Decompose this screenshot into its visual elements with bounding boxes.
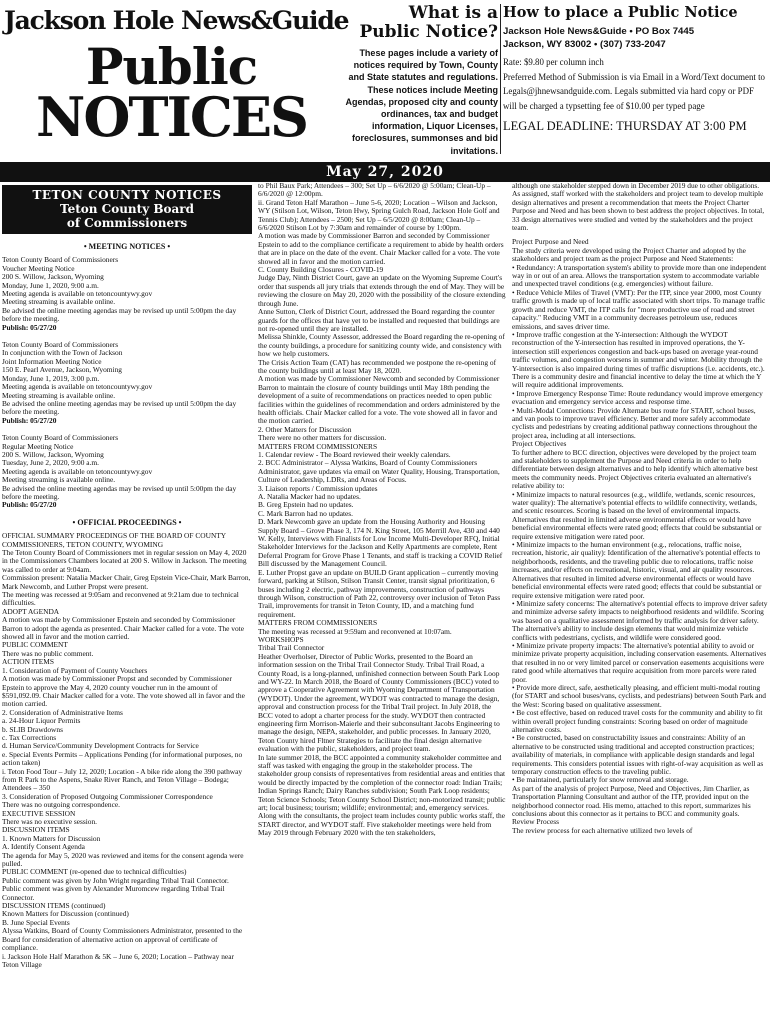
- notice-line: 150 E. Pearl Avenue, Jackson, Wyoming: [2, 365, 122, 375]
- paragraph: c. Tax Corrections: [2, 732, 57, 742]
- paragraph: Known Matters for Discussion (continued): [2, 909, 129, 919]
- notice-line: Meeting agenda is available on tetoncountywy.gov: [2, 289, 153, 299]
- meeting-notices-heading: • MEETING NOTICES •: [83, 242, 171, 251]
- meeting-notice: [2, 434, 252, 510]
- paragraph: • Be cost effective, based on reduced travel costs for the community and ability to fit within overall project funding constraints: Scoring based on order of magnitude alternative costs.: [512, 708, 763, 734]
- paragraph: C. County Building Closures - COVID-19: [258, 265, 384, 275]
- paragraph: 1. Calendar review - The Board reviewed their weekly calendars.: [258, 450, 451, 459]
- notice-line: Joint Information Meeting Notice: [2, 356, 102, 366]
- paragraph: EXECUTIVE SESSION: [2, 808, 76, 818]
- paragraph: E. Luther Propst gave an update on BUILD Grant application – currently moving forward, parking at Stilson, Stilson Transit Center, transit signal prioritization, 6 buses including 2 electric, pathway improvements, construction of pathways through Wilson, construction of Path 22, controversy over inclusion of Teton Pass Trail, improvements for transit in Teton County, ID, and a matching fund requirement.: [258, 567, 501, 619]
- legal-deadline: LEGAL DEADLINE: THURSDAY AT 3:00 PM: [503, 119, 747, 133]
- notice-line: Meeting agenda is available on tetoncountywy.gov: [2, 466, 153, 476]
- notice-line: Tuesday, June 2, 2020, 9:00 a.m.: [2, 458, 99, 468]
- meeting-notice: [2, 341, 252, 425]
- paragraph: C. Mark Barron had no updates.: [258, 508, 354, 518]
- paragraph: ACTION ITEMS: [2, 657, 54, 667]
- notice-line: Publish: 05/27/20: [2, 415, 57, 425]
- paragraph: ii. Grand Teton Half Marathon – June 5-6, 2020; Location – Wilson and Jackson, WY (Stilson Lot, Wilson, Teton Hwy, Spring Gulch Road, Jackson Hole Golf and Tennis Club); Attendees – 2500; Set Up – 6/5/2020 @ 8:00am; Clean-Up – 6/6/2020 Stilson Lot by 7:30am and remainder of course by 1:00pm.: [258, 197, 500, 233]
- paragraph: Project Objectives: [512, 439, 567, 449]
- paragraph: • Minimize impacts to the human environment (e.g., relocations, traffic noise, recreation, historic, air quality): Identification of the alternative's potential effects to neighborhoods, residents, and the traveling public due to relocations, traffic noise increases, and/or effects on recreational, historic, visual, and air quality resources. Alternatives that resulted in limited adverse environmental effects or would have beneficial environmental effects were rated good; effects that could be substantial or require extensive mitigation were rated poor.: [512, 540, 762, 600]
- what-is-public-notice-body: These pages include a variety of notices required by Town, County and State statutes and regulations. These notices include Meeting Agendas, proposed city and county ordinances, tax and budget information, Liquor Licenses, foreclosures, summonses and bid invitations.: [345, 48, 498, 156]
- paragraph: B. June Special Events: [2, 917, 70, 927]
- what-is-public-notice-box: [343, 4, 498, 157]
- paragraph: i. Teton Food Tour – July 12, 2020; Location - A bike ride along the 390 pathway from R Park to the Aspens, Snake River Ranch, and Teton Village – Bodega; Attendees – 350: [2, 766, 243, 793]
- paragraph: The meeting was recessed at 9:05am and reconvened at 9:21am due to technical difficulties.: [2, 590, 239, 608]
- notice-line: Meeting agenda is available on tetoncountywy.gov: [2, 382, 153, 392]
- paragraph: 1. Known Matters for Discussion: [2, 833, 101, 843]
- column-2: [258, 182, 506, 1021]
- paragraph: In late summer 2018, the BCC appointed a community stakeholder committee and staff was tasked with engaging the group in the stakeholder process. The stakeholder group consists of representatives from residential areas and entities that would be directly impacted by the completion of the connector road: Indian Trails; Indian Springs Ranch; Dairy Ranches subdivision; South Park Loop residents; Teton Science Schools; Teton County School District; non-motorized transit; public art; local business; tourism; wildlife; environmental; and, emergency services. Along with the consultants, the project team includes county public works staff, the START director, and WYDOT staff. Five stakeholder meetings were held from May 2019 through February 2020 with the ten stakeholders,: [258, 752, 506, 838]
- notice-line: Meeting streaming is available online.: [2, 297, 116, 307]
- issue-date-bar: May 27, 2020: [0, 162, 770, 182]
- paragraph: Public comment was given by Alexander Muromcew regarding Tribal Trail Connector.: [2, 884, 225, 902]
- notice-line: Be advised the online meeting agendas may be revised up until 5:00pm the day before the meeting.: [2, 305, 237, 324]
- how-to-place-notice-title: How to place a Public Notice: [503, 4, 738, 21]
- brand-block: [4, 6, 349, 149]
- paragraph: A motion was made by Commissioner Epstein and seconded by Commissioner Barron to adopt the agenda as presented. Chair Macker called for a vote. The vote showed all in favor and the motion carried.: [2, 615, 245, 642]
- paragraph: Project Purpose and Need: [512, 237, 589, 247]
- submission-method-text: Preferred Method of Submission is via Email in a Word/Text document to Legals@jhnewsandguide.com. Legals submitted via hard copy or PDF will be charged a typsetting fee of $10.00 per typed page: [503, 71, 765, 111]
- notice-line: Monday, June 1, 2020, 9:00 a.m.: [2, 280, 99, 290]
- paragraph: • Multi-Modal Connections: Provide Alternate bus route for START, school buses, and van pools to improve travel efficiency. Better and more safely accommodate cyclists and pedestrians by creating additional pathway connections throughout the project area, including at all intersections.: [512, 405, 758, 440]
- column-3: [512, 182, 768, 1021]
- paragraph: The review process for each alternative utilized two levels of: [512, 825, 693, 835]
- paragraph: MATTERS FROM COMMISSIONERS: [258, 618, 378, 628]
- paragraph: Judge Day, Ninth District Court, gave an update on the Wyoming Supreme Court's order that suspends all jury trials that extends through the end of May. They will be reviewing the closure on May 20, 2020 with the possibility of the closure extending through June.: [258, 273, 506, 308]
- paragraph: A motion was made by Commissioner Barron and seconded by Commissioner Epstein to add to the compliance certificate a requirement to abide by health orders that are in place on the date of the event. Chair Macker called for a vote. The vote showed all in favor and the motion carried.: [258, 231, 504, 266]
- masthead: [0, 0, 770, 158]
- notice-line: Meeting streaming is available online.: [2, 390, 116, 400]
- masthead-divider: [500, 4, 501, 154]
- paragraph: e. Special Events Permits – Applications Pending (for informational purposes, no action taken): [2, 749, 243, 768]
- board-subtitle-line2: of Commissioners: [66, 216, 188, 230]
- paragraph: The agenda for May 5, 2020 was reviewed and items for the consent agenda were pulled.: [2, 850, 244, 869]
- notice-line: Be advised the online meeting agendas may be revised up until 5:00pm the day before the meeting.: [2, 483, 237, 501]
- notice-line: Teton County Board of Commissioners: [2, 433, 119, 443]
- paragraph: • Minimize impacts to natural resources (e.g., wildlife, wetlands, scenic resources, water quality): The alternative's potential effects to wildlife connectivity, wetlands, and scenic resources. Scoring is based on the level of environmental impacts. Alternatives that resulted in limited adverse environmental effects or would have beneficial environmental effects were rated good; effects that could be substantial or require extensive mitigation were rated poor.: [512, 489, 762, 541]
- paragraph: There was no public comment.: [2, 648, 94, 658]
- paragraph: Melissa Shinkle, County Assessor, addressed the Board regarding the re-opening of the county buildings, a procedure for sanitizing county wide, and consistency with how we help customers.: [258, 332, 505, 359]
- paragraph: There was no outgoing correspondence.: [2, 800, 121, 810]
- paragraph: OFFICIAL SUMMARY PROCEEDINGS OF THE BOARD OF COUNTY COMMISSIONERS, TETON COUNTY, WYOMING: [2, 531, 226, 549]
- paragraph: 3. Consideration of Proposed Outgoing Commissioner Correspondence: [2, 791, 213, 801]
- teton-county-notices-header: [2, 185, 252, 234]
- paragraph: • Be constructed, based on constructability issues and constraints: Ability of an alternative to be constructed using traditional and accepted construction practices; availability of materials, in compliance with applicable design standards and legal requirements. This considers potential issues with right-of-way acquisition as well as temporary construction effects to the traveling public.: [512, 733, 764, 777]
- paragraph: • Minimize safety concerns: The alternative's potential effects to improve driver safety and minimize adverse safety impacts to neighborhood residents and wildlife. Scoring was based on a qualitative assessment informed by traffic analysis for driver safety. The alternative's ability to include design elements that would minimize vehicle conflicts with pedestrians, cyclists, and wildlife were considered good.: [512, 598, 768, 642]
- board-subtitle-line1: Teton County Board: [60, 202, 194, 216]
- paragraph: 1. Consideration of Payment of County Vouchers: [2, 665, 148, 675]
- contact-address-line1: Jackson Hole News&Guide • PO Box 7445: [503, 26, 695, 37]
- paragraph: Commission present: Natalia Macker Chair, Greg Epstein Vice-Chair, Mark Barron, Mark Newcomb, and Luther Propst were present.: [2, 573, 251, 591]
- paragraph: Review Process: [512, 817, 560, 827]
- paragraph: • Improve traffic congestion at the Y-intersection: Although the WYDOT reconstruction of the Y-intersection has resulted in improved operations, the Y-intersection still experiences congestion and back-ups based on average year-round traffic volumes, and congestion worsens in summer and winter. Mobility through the Y-intersection is also impaired during times of traffic disruptions (i.e. accidents, etc.). There is a community desire and financial incentive to delay the time at which the Y will require additional improvements.: [512, 329, 765, 390]
- notice-line: Teton County Board of Commissioners: [2, 340, 119, 350]
- paragraph: There was no executive session.: [2, 817, 98, 826]
- column-1: [2, 185, 252, 1024]
- paragraph: A motion was made by Commissioner Propst and seconded by Commissioner Epstein to approve the May 4, 2020 county voucher run in the amount of $591,092.09. Chair Macker called for a vote. The vote showed all in favor and the motion carried.: [2, 674, 245, 709]
- paragraph: d. Human Service/Community Development Contracts for Service: [2, 741, 199, 751]
- notice-line: Publish: 05/27/20: [2, 322, 57, 332]
- paragraph: • Provide more direct, safe, aesthetically pleasing, and efficient multi-modal routing (for START and school buses/vans, cyclists, and pedestrians) between South Park and the West: Scoring based on qualitative assessment.: [512, 682, 766, 709]
- paragraph: a. 24-Hour Liquor Permits: [2, 716, 81, 726]
- paragraph: Heather Overholser, Director of Public Works, presented to the Board an information session on the Tribal Trail Connector Study. Tribal Trail Road, a County Road, is a long-planned, unfinished connection between South Park Loop and WY-22. In March 2018, the Board of County Commissioners (BCC) voted to approve a Cooperative Agreement with Wyoming Department of Transportation (WYDOT). Under the agreement, WYDOT was contracted to manage the design, approval and construction process for the Tribal Trail project. In July 2018, the BCC voted to adopt a charter process for the study. WYDOT then contracted engineering firm Morrison-Maierle and their subconsultant Jacobs Engineering to manage the design, NEPA, stakeholder, and public processes. In January 2020, Teton County hired Fltner Strategies to facilitate the final design alternative evaluation with the public, stakeholders, and project team.: [258, 651, 500, 754]
- notice-line: Teton County Board of Commissioners: [2, 255, 119, 265]
- paragraph: • Reduce Vehicle Miles of Travel (VMT): Per the ITP, since year 2000, most County traffic growth is made up of local traffic associated with short trips. To manage traffic growth and reduce VMT, the ITP calls for "more productive use of road and street capacity." Reducing VMT in a community decreases petroleum use, reduces emissions, and saves driver time.: [512, 287, 766, 331]
- paragraph: Alyssa Watkins, Board of County Commissioners Administrator, presented to the Board for consideration of alternative action on approval of certificate of compliance.: [2, 926, 243, 953]
- paragraph: Anne Sutton, Clerk of District Court, addressed the Board regarding the counter guards for the offices that have yet to be installed and requested that buildings are not re-opened until they are installed.: [258, 307, 500, 333]
- paragraph: b. SLIB Drawdowns: [2, 724, 63, 734]
- paragraph: to Phil Baux Park; Attendees – 300; Set Up – 6/6/2020 @ 5:00am; Clean-Up – 6/6/2020 @ 12:00pm.: [258, 182, 491, 199]
- paragraph: • Minimize private property impacts: The alternative's potential ability to avoid or minimize private property acquisition, including conservation easements. Alternatives that resulted in no or very limited parcel or conservation easements acquisitions were rated good while alternatives that require acquisition from more parcels were rated poor.: [512, 640, 767, 684]
- paragraph: 2. Other Matters for Discussion: [258, 424, 352, 434]
- paragraph: DISCUSSION ITEMS: [2, 825, 70, 835]
- paragraph: i. Jackson Hole Half Marathon & 5K – June 6, 2020; Location – Pathway near Teton Village: [2, 951, 234, 969]
- paragraph: Public comment was given by John Wright regarding Tribal Trail Connector.: [2, 875, 229, 885]
- paragraph: although one stakeholder stepped down in December 2019 due to other obligations. As assigned, staff worked with the stakeholders and project team to develop multiple design alternatives and present a recommendation that meets the Project Charter Purpose and Need and has been shown to best address the project objectives. In total, 33 design alternatives were studied and vetted by the stakeholders and the project team.: [512, 182, 765, 233]
- newspaper-logo: Jackson Hole News&Guide: [4, 6, 349, 35]
- contact-address-line2: Jackson, WY 83002 • (307) 733-2047: [503, 39, 666, 50]
- notice-line: Publish: 05/27/20: [2, 500, 57, 510]
- page-title-line2: NOTICES: [36, 85, 307, 149]
- paragraph: • Be maintained, particularly for snow removal and storage.: [512, 775, 689, 785]
- paragraph: There were no other matters for discussion.: [258, 433, 387, 443]
- paragraph: B. Greg Epstein had no updates.: [258, 500, 354, 510]
- tribal-trail-report-text: [512, 182, 768, 835]
- paragraph: The Teton County Board of Commissioners met in regular session on May 4, 2020 in the Commissioners Chambers located at 200 S. Willow in Jackson. The meeting was called to order at 9:04am.: [2, 548, 247, 574]
- teton-county-notices-title: TETON COUNTY NOTICES: [32, 188, 222, 202]
- paragraph: A. Natalia Macker had no updates.: [258, 492, 361, 502]
- notice-line: 200 S. Willow, Jackson, Wyoming: [2, 449, 104, 459]
- meeting-notice: [2, 256, 252, 332]
- proceedings-continued-text: [258, 182, 506, 838]
- paragraph: 2. BCC Administrator – Alyssa Watkins, Board of County Commissioners Administrator, gave updates via email on Water Quality, Housing, Transportation, Culture of Leadership, LDRs, and Areas of Focus.: [258, 458, 500, 485]
- paragraph: • Improve Emergency Response Time: Route redundancy would improve emergency evacuation and emergency service access and response time.: [512, 388, 763, 407]
- official-proceedings-text: [2, 532, 252, 969]
- paragraph: A motion was made by Commissioner Newcomb and seconded by Commissioner Barron to maintain the closure of county buildings until May 18th pending the development of a suite of recommendations on practices needed to open public facilities within the guidelines of recommendation and orders administered by the health officials. Chair Macker called for a vote. The vote showed all in favor and the motion carried.: [258, 374, 500, 426]
- paragraph: MATTERS FROM COMMISSIONERS: [258, 441, 378, 451]
- paragraph: DISCUSSION ITEMS (continued): [2, 901, 106, 911]
- paragraph: As part of the analysis of project Purpose, Need and Objectives, Jim Charlier, as Transportation Planning Consultant and author of the ITP, provided input on the neighborhood connector road. His memo, attached to this report, summarizes his conclusions about this connector as it pertains to BCC and community goals.: [512, 783, 751, 819]
- meeting-notices-list: [2, 256, 252, 509]
- notice-line: Monday, June 1, 2019, 3:00 p.m.: [2, 373, 100, 383]
- paragraph: Tribal Trail Connector: [258, 643, 325, 653]
- paragraph: PUBLIC COMMENT: [2, 640, 68, 650]
- paragraph: WORKSHOPS: [258, 634, 304, 644]
- paragraph: To further adhere to BCC direction, objectives were developed by the project team and stakeholders to supplement the Purpose and Need criteria in order to help differentiate between design alternatives and to help identify which alternative best meets the community needs. Project Objectives criteria evaluated an alternative's relative ability to:: [512, 447, 758, 491]
- paragraph: PUBLIC COMMENT (re-opened due to technical difficulties): [2, 867, 187, 877]
- notice-line: Be advised the online meeting agendas may be revised up until 5:00pm the day before the meeting.: [2, 398, 237, 417]
- notice-line: Meeting streaming is available online.: [2, 475, 116, 485]
- paragraph: • Redundancy: A transportation system's ability to provide more than one independent way in or out of an area. Allows the transportation system to accommodate variable and unexpected travel conditions (e.g. emergencies) without failure.: [512, 262, 767, 289]
- notice-line: 200 S. Willow, Jackson, Wyoming: [2, 272, 104, 282]
- paragraph: The Crisis Action Team (CAT) has recommended we postpone the re-opening of the county buildings until at least May 18, 2020.: [258, 357, 497, 375]
- notice-line: Regular Meeting Notice: [2, 441, 74, 451]
- paragraph: ADOPT AGENDA: [2, 606, 60, 616]
- paragraph: 2. Consideration of Administrative Items: [2, 707, 123, 717]
- paragraph: The study criteria were developed using the Project Charter and adopted by the stakeholders and project team as the project Purpose and Need Statements:: [512, 245, 746, 264]
- paragraph: D. Mark Newcomb gave an update from the Housing Authority and Housing Supply Board – Grove Phase 3, 174 N. King Street, 105 Merrill Ave, 430 and 440 W. Kelly, Interviews with Finalists for Low Income Multi-Developer RFQ, Initial Stakeholder Interviews for the Jackson and Kelly Apartments are complete, Rent Deferral Program for Grove Phase 1 Tenants, and staff is tracking a COVID Relief Bill discussed by the Management Council.: [258, 517, 503, 569]
- paragraph: A. Identify Consent Agenda: [2, 842, 85, 852]
- rate-text: Rate: $9.80 per column inch: [503, 57, 604, 67]
- notice-line: In conjunction with the Town of Jackson: [2, 348, 123, 358]
- what-is-public-notice-title: What is a Public Notice?: [359, 3, 498, 42]
- how-to-place-notice-box: [503, 4, 765, 133]
- notice-line: Voucher Meeting Notice: [2, 263, 75, 273]
- paragraph: The meeting was recessed at 9:59am and reconvened at 10:07am.: [258, 626, 452, 636]
- official-proceedings-heading: • OFFICIAL PROCEEDINGS •: [72, 517, 182, 527]
- paragraph: 3. Liaison reports / Commission updates: [258, 483, 378, 493]
- page-title-line1: Public: [85, 37, 258, 96]
